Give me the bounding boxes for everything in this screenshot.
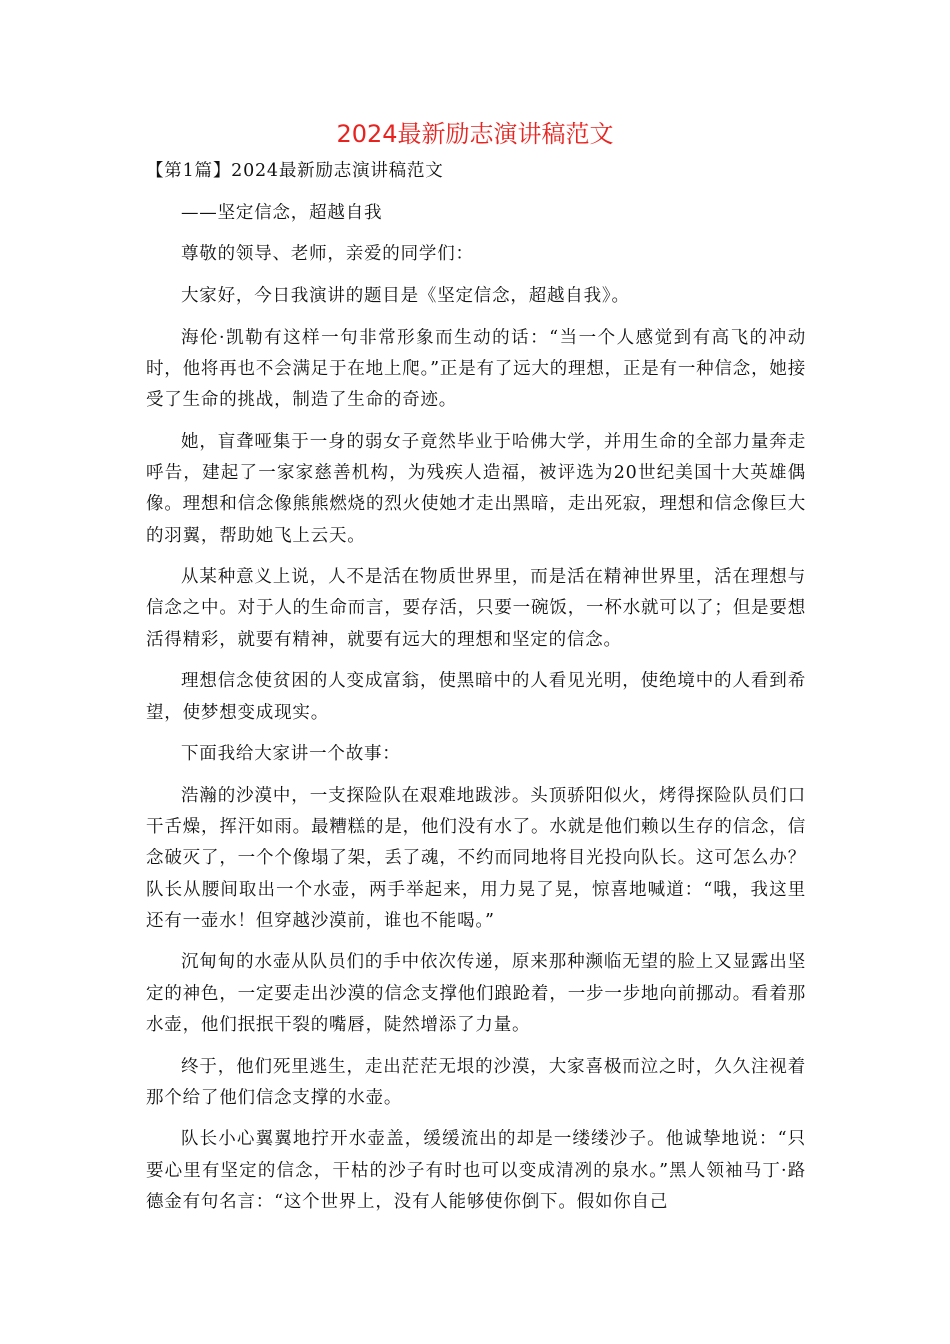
paragraph: 浩瀚的沙漠中，一支探险队在艰难地跋涉。头顶骄阳似火，烤得探险队员们口干舌燥，挥汗如雨。最糟糕的是，他们没有水了。水就是他们赖以生存的信念，信念破灭了，一个个像塌了架，丢了魂，不约而同地将目光投向队长。这可怎么办？队长从腰间取出一个水壶，两手举起来，用力晃了晃，惊喜地喊道：“哦，我这里还有一壶水！但穿越沙漠前，谁也不能喝。” xyxy=(146,785,806,931)
paragraph: 队长小心翼翼地拧开水壶盖，缓缓流出的却是一缕缕沙子。他诚挚地说：“只要心里有坚定的信念，干枯的沙子有时也可以变成清冽的泉水。”黑人领袖马丁·路德金有句名言：“这个世界上，没有人能够使你倒下。假如你自己 xyxy=(146,1129,806,1212)
paragraph-heading: 【第1篇】2024最新励志演讲稿范文 xyxy=(146,161,444,181)
paragraph: 下面我给大家讲一个故事： xyxy=(181,744,401,765)
paragraph: 大家好，今日我演讲的题目是《坚定信念，超越自我》。 xyxy=(181,286,630,307)
document-title: 2024最新励志演讲稿范文 xyxy=(336,120,614,148)
paragraph: 终于，他们死里逃生，走出茫茫无垠的沙漠，大家喜极而泣之时，久久注视着那个给了他们信念支撑的水壶。 xyxy=(146,1056,806,1108)
paragraph: 海伦·凯勒有这样一句非常形象而生动的话：“当一个人感觉到有高飞的冲动时，他将再也不会满足于在地上爬。”正是有了远大的理想，正是有一种信念，她接受了生命的挑战，制造了生命的奇迹。 xyxy=(146,327,806,411)
document-body xyxy=(146,156,806,1218)
paragraph: 她，盲聋哑集于一身的弱女子竟然毕业于哈佛大学，并用生命的全部力量奔走呼告，建起了一家家慈善机构，为残疾人造福，被评选为20世纪美国十大英雄偶像。理想和信念像熊熊燃烧的烈火使她才走出黑暗，走出死寂，理想和信念像巨大的羽翼，帮助她飞上云天。 xyxy=(146,431,806,546)
paragraph-subtitle: ——坚定信念，超越自我 xyxy=(181,202,383,223)
paragraph: 沉甸甸的水壶从队员们的手中依次传递，原来那种濒临无望的脸上又显露出坚定的神色，一定要走出沙漠的信念支撑他们踉跄着，一步一步地向前挪动。看着那水壶，他们抿抿干裂的嘴唇，陡然增添了力量。 xyxy=(146,952,806,1035)
paragraph: 从某种意义上说，人不是活在物质世界里，而是活在精神世界里，活在理想与信念之中。对于人的生命而言，要存活，只要一碗饭，一杯水就可以了；但是要想活得精彩，就要有精神，就要有远大的理想和坚定的信念。 xyxy=(146,567,806,650)
paragraph-greeting: 尊敬的领导、老师，亲爱的同学们： xyxy=(181,244,474,265)
paragraph: 理想信念使贫困的人变成富翁，使黑暗中的人看见光明，使绝境中的人看到希望，使梦想变成现实。 xyxy=(146,671,806,723)
